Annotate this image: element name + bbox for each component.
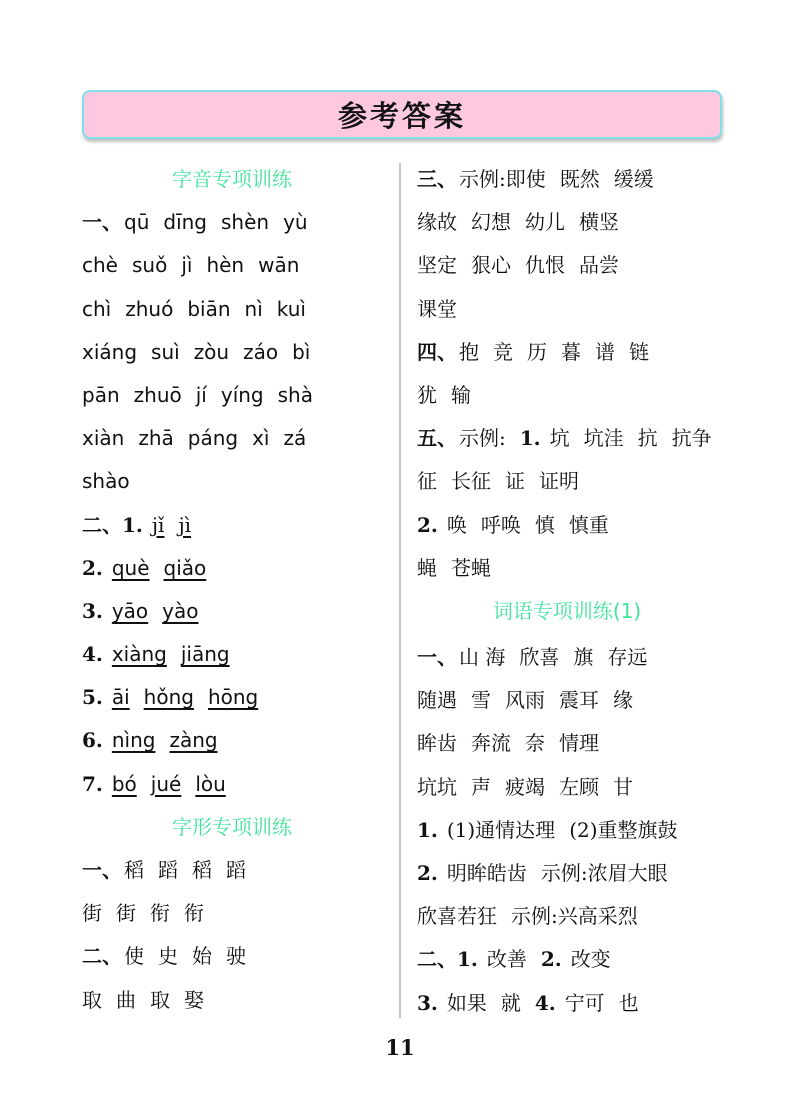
answer-line (82, 633, 382, 676)
answer-text: wān (258, 253, 300, 278)
answer-text: 震耳 (559, 688, 599, 713)
answer-text: bì (292, 339, 311, 364)
answer-text: 坑洼 (583, 426, 624, 451)
answer-text: 缓缓 (613, 167, 654, 191)
item-number: 3. (417, 990, 445, 1015)
answer-text: 奔流 (471, 731, 511, 756)
answer-text: 品尝 (579, 253, 619, 278)
underlined-answer: jué (150, 771, 182, 796)
answer-text: 疲竭 (505, 774, 545, 799)
answer-text: zhuó (125, 296, 174, 321)
answer-line (82, 892, 382, 935)
answer-text: nì (244, 296, 263, 321)
answer-text: suì (151, 339, 180, 364)
answer-line (82, 676, 382, 719)
answer-line (82, 288, 382, 331)
answer-line (82, 935, 382, 978)
answer-text: 娶 (184, 987, 204, 1012)
answer-text: 仇恨 (525, 253, 565, 278)
answer-line (82, 331, 382, 374)
item-number: 三、 (417, 167, 457, 191)
answer-text: 历 (527, 339, 547, 364)
answer-text: 幼儿 (525, 210, 565, 235)
answer-text: chì (82, 296, 112, 321)
answer-text: zòu (193, 339, 230, 364)
answer-text: 衔 (150, 901, 170, 926)
answer-text: jì (181, 253, 193, 278)
answer-text: 奈 (525, 731, 545, 756)
answer-line (82, 460, 382, 503)
section-heading: 字形专项训练 (172, 814, 292, 839)
title-banner (82, 90, 722, 139)
answer-text: 稻 (192, 858, 212, 882)
underlined-answer: bó (111, 771, 137, 796)
answer-text: 课堂 (417, 296, 457, 321)
answer-line (417, 158, 717, 201)
answer-text: 长征 (451, 469, 491, 494)
answer-text: 宁可 (564, 990, 605, 1015)
answer-text: 使 (124, 944, 144, 969)
item-number: 五、 (417, 426, 457, 451)
answer-text: 证明 (539, 469, 579, 494)
page-title: 参考答案 (337, 99, 466, 133)
item-number: 2. (417, 861, 445, 885)
answer-text: 坚定 (417, 253, 457, 278)
answer-text: 取 (150, 987, 170, 1012)
answer-text: 竞 (493, 339, 513, 364)
underlined-answer: jì (178, 512, 192, 537)
answer-line (82, 979, 382, 1022)
answer-text: 情理 (559, 731, 599, 756)
underlined-answer: què (111, 555, 150, 580)
answer-text: páng (187, 426, 239, 451)
answer-text: 坑 (549, 426, 570, 451)
answer-text: 蹈 (158, 858, 178, 882)
item-number: 二、1. (82, 512, 150, 537)
answer-line (417, 809, 717, 852)
answer-line (417, 938, 717, 981)
answer-text: 暮 (561, 339, 581, 364)
underlined-answer: jiāng (180, 642, 230, 667)
answer-text: 欣喜若狂 (417, 904, 497, 929)
answer-text: 既然 (559, 167, 600, 191)
answer-text: hèn (206, 253, 245, 278)
item-number: 7. (82, 771, 110, 796)
answer-text: 甘 (613, 774, 633, 799)
answer-text: zá (283, 426, 307, 451)
answer-text: 慎重 (568, 512, 609, 537)
answer-text: (2)重整旗鼓 (569, 817, 678, 842)
answer-line (417, 331, 717, 374)
answer-line (417, 460, 717, 503)
answer-text: 慎 (534, 512, 555, 537)
right-column (417, 158, 717, 1022)
answer-text: 示例: (459, 426, 506, 451)
answer-text: 呼唤 (480, 512, 521, 537)
answer-line (417, 374, 717, 417)
answer-text: 抱 (459, 339, 479, 364)
answer-text: suǒ (131, 253, 168, 278)
answer-text: 稻 (124, 858, 144, 882)
answer-text: pān (82, 382, 120, 407)
answer-text: 史 (158, 944, 178, 969)
underlined-answer: hōng (207, 685, 259, 710)
answer-text: 唤 (446, 512, 467, 537)
answer-line (82, 590, 382, 633)
answer-line (417, 766, 717, 809)
item-number: 5. (82, 685, 110, 710)
answer-line (82, 763, 382, 806)
answer-text: 狠心 (471, 253, 511, 278)
item-number: 6. (82, 728, 110, 753)
underlined-answer: xiàng (111, 642, 167, 667)
answer-text: 始 (192, 944, 212, 969)
answer-text: 抗 (637, 426, 658, 451)
answer-text: 犹 (417, 382, 437, 407)
answer-text: kuì (276, 296, 306, 321)
answer-line (82, 201, 382, 244)
answer-text: 明眸皓齿 (446, 861, 527, 885)
page-number: 11 (385, 1035, 415, 1060)
answer-line (417, 504, 717, 547)
underlined-answer: yāo (111, 598, 149, 623)
answer-text: 街 (82, 901, 102, 926)
answer-text: biān (187, 296, 231, 321)
answer-text: 示例:即使 (459, 167, 546, 191)
item-number: 一、 (82, 858, 122, 882)
answer-line (417, 722, 717, 765)
answer-text: xiàn (82, 426, 125, 451)
answer-text: 声 (471, 774, 491, 799)
answer-text: 雪 (471, 688, 491, 713)
item-number: 2. (82, 555, 110, 580)
underlined-answer: yào (162, 598, 199, 623)
underlined-answer: zàng (169, 728, 218, 753)
answer-line (417, 201, 717, 244)
item-number: 一、 (417, 645, 457, 670)
answer-text: 改善 (486, 947, 527, 972)
answer-line (82, 417, 382, 460)
answer-text: 街 (116, 901, 136, 926)
underlined-answer: nìng (111, 728, 156, 753)
item-number: 二、1. (417, 947, 485, 972)
item-number: 2. (417, 512, 445, 537)
item-number: 2. (540, 947, 569, 972)
answer-line (82, 374, 382, 417)
answer-text: 输 (451, 382, 471, 407)
answer-line (417, 244, 717, 287)
item-number: 一、 (82, 210, 122, 235)
answer-text: 也 (618, 990, 639, 1015)
underlined-answer: qiǎo (163, 555, 207, 580)
underlined-answer: hǒng (143, 685, 194, 710)
answer-line (417, 417, 717, 460)
section-heading: 字音专项训练 (172, 167, 292, 191)
answer-text: 随遇 (417, 688, 457, 713)
answer-text: qū (124, 210, 150, 235)
answer-text: yù (283, 210, 308, 235)
answer-text: 欣喜 (519, 645, 560, 670)
answer-text: 证 (505, 469, 525, 494)
answer-text: 示例:浓眉大眼 (540, 861, 668, 885)
answer-text: jí (195, 382, 207, 407)
answer-text: 链 (629, 339, 649, 364)
answer-text: 横竖 (579, 210, 619, 235)
answer-text: 抗争 (671, 426, 712, 451)
answer-text: 幻想 (471, 210, 511, 235)
answer-text: 就 (500, 990, 521, 1015)
answer-text: xì (252, 426, 270, 451)
answer-text: 风雨 (505, 688, 545, 713)
answer-line (417, 288, 717, 331)
answer-text: zhuō (133, 382, 182, 407)
answer-text: 示例:兴高采烈 (511, 904, 638, 929)
answer-text: xiáng (82, 339, 138, 364)
answer-text: 如果 (446, 990, 487, 1015)
answer-text: 曲 (116, 987, 136, 1012)
answer-line (417, 679, 717, 722)
answer-text: yíng (220, 382, 264, 407)
answer-text: 旗 (573, 645, 594, 670)
answer-line (417, 547, 717, 590)
answer-text: 蹈 (226, 858, 246, 882)
answer-line (82, 719, 382, 762)
item-number: 二、 (82, 944, 122, 969)
answer-text: 眸齿 (417, 731, 457, 756)
item-number: 四、 (417, 339, 457, 364)
answer-text: 取 (82, 987, 102, 1012)
answer-line (417, 982, 717, 1025)
answer-line (417, 895, 717, 938)
answer-text: shèn (221, 210, 270, 235)
left-column (82, 158, 382, 1022)
item-number: 3. (82, 598, 110, 623)
item-number: 4. (82, 642, 110, 667)
answer-text: shà (277, 382, 313, 407)
answer-line (417, 852, 717, 895)
answer-text: 左顾 (559, 774, 599, 799)
answer-text: 蝇 (417, 555, 437, 580)
answer-text: dīng (163, 210, 207, 235)
answer-text: 缘 (613, 688, 633, 713)
item-number: 4. (534, 990, 563, 1015)
answer-text: 谱 (595, 339, 615, 364)
answer-line (417, 636, 717, 679)
section-heading: 词语专项训练(1) (492, 598, 642, 623)
answer-text: 苍蝇 (451, 555, 491, 580)
answer-text: (1)通情达理 (446, 817, 556, 842)
answer-text: shào (82, 469, 130, 494)
answer-text: zhā (138, 426, 174, 451)
answer-text: 驶 (226, 944, 246, 969)
answer-text: 衔 (184, 901, 204, 926)
underlined-answer: lòu (195, 771, 226, 796)
answer-text: chè (82, 253, 118, 278)
answer-text: záo (243, 339, 279, 364)
answer-text: 坑坑 (417, 774, 457, 799)
answer-text: 改变 (570, 947, 611, 972)
answer-text: 山 海 (459, 645, 506, 670)
underlined-answer: jǐ (151, 512, 165, 537)
answer-line (82, 849, 382, 892)
answer-text: 缘故 (417, 210, 457, 235)
underlined-answer: āi (111, 685, 130, 710)
item-number: 1. (417, 817, 445, 842)
answer-line (82, 504, 382, 547)
answer-line (82, 244, 382, 287)
answer-line (82, 547, 382, 590)
item-number: 1. (519, 426, 548, 451)
answer-text: 存远 (607, 645, 648, 670)
column-divider (399, 163, 401, 1018)
answer-text: 征 (417, 469, 437, 494)
